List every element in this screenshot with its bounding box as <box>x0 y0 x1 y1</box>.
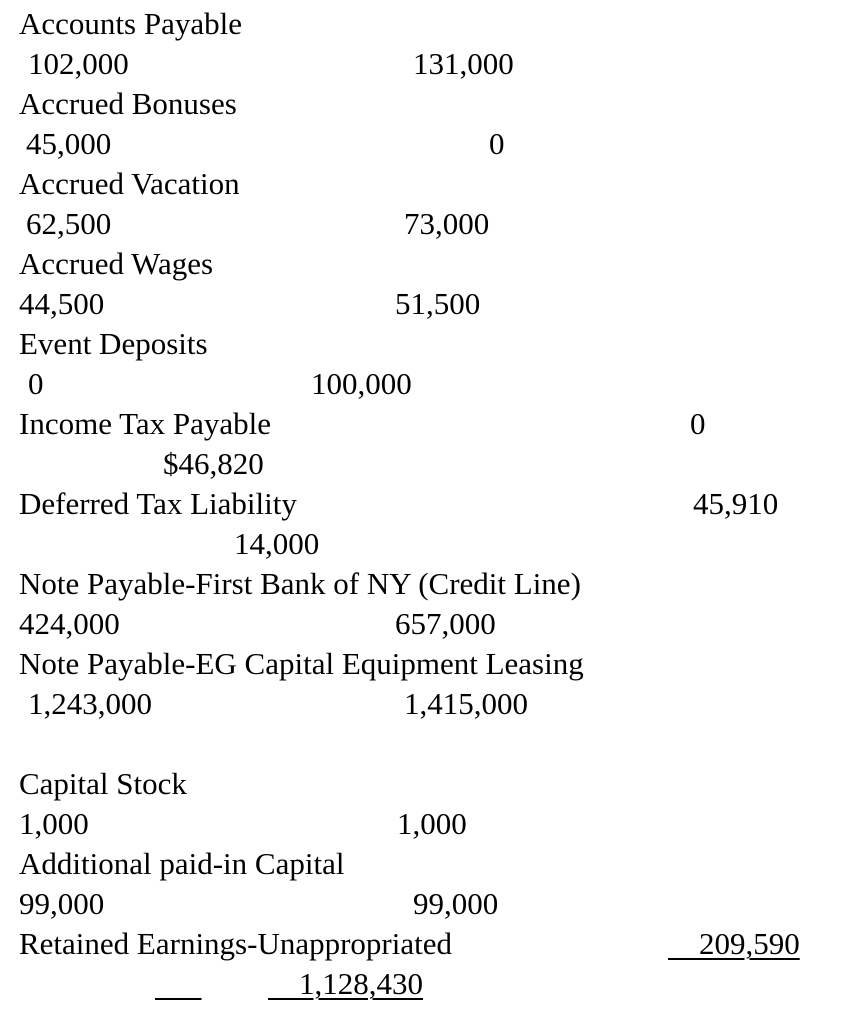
row-value-capital-stock-prior: 1,000 <box>19 806 89 841</box>
row-value-accounts-payable-prior: 102,000 <box>28 46 129 81</box>
row-value-accrued-vacation-prior: 62,500 <box>26 206 112 241</box>
row-value-accrued-bonuses-prior: 45,000 <box>26 126 112 161</box>
row-value-accounts-payable-current: 131,000 <box>413 46 514 81</box>
row-value-retained-earnings-right: 209,590 <box>668 926 800 961</box>
row-value-accrued-bonuses-current: 0 <box>489 126 505 161</box>
row-value-event-deposits-current: 100,000 <box>311 366 412 401</box>
row-value-note-payable-eg-capital-current: 1,415,000 <box>404 686 528 721</box>
row-value-capital-stock-current: 1,000 <box>397 806 467 841</box>
row-label-capital-stock: Capital Stock <box>19 766 187 801</box>
row-label-accounts-payable: Accounts Payable <box>19 6 242 41</box>
row-value-note-payable-first-bank-current: 657,000 <box>395 606 496 641</box>
row-label-accrued-vacation: Accrued Vacation <box>19 166 240 201</box>
row-value-additional-paid-in-capital-prior: 99,000 <box>19 886 105 921</box>
row-value-income-tax-payable-right: 0 <box>690 406 706 441</box>
row-value-event-deposits-prior: 0 <box>28 366 44 401</box>
row-label-retained-earnings: Retained Earnings-Unappropriated <box>19 926 452 961</box>
row-label-event-deposits: Event Deposits <box>19 326 208 361</box>
row-label-income-tax-payable: Income Tax Payable <box>19 406 272 441</box>
row-label-deferred-tax-liability: Deferred Tax Liability <box>19 486 297 521</box>
row-value-retained-earnings-current: 1,128,430 <box>268 966 423 1001</box>
row-value-income-tax-payable-current: $46,820 <box>163 446 264 481</box>
row-value-accrued-wages-current: 51,500 <box>395 286 481 321</box>
row-label-accrued-bonuses: Accrued Bonuses <box>19 86 237 121</box>
row-value-deferred-tax-liability-current: 14,000 <box>234 526 320 561</box>
row-value-deferred-tax-liability-right: 45,910 <box>693 486 779 521</box>
row-value-note-payable-eg-capital-prior: 1,243,000 <box>28 686 152 721</box>
row-value-additional-paid-in-capital-current: 99,000 <box>413 886 499 921</box>
row-value-note-payable-first-bank-prior: 424,000 <box>19 606 120 641</box>
row-value-accrued-wages-prior: 44,500 <box>19 286 105 321</box>
row-value-retained-earnings-prior <box>155 964 202 1004</box>
row-value-accrued-vacation-current: 73,000 <box>404 206 490 241</box>
row-label-additional-paid-in-capital: Additional paid-in Capital <box>19 846 345 881</box>
row-label-note-payable-eg-capital: Note Payable-EG Capital Equipment Leasing <box>19 646 584 681</box>
row-label-note-payable-first-bank: Note Payable-First Bank of NY (Credit Line) <box>19 566 581 601</box>
row-label-accrued-wages: Accrued Wages <box>19 246 214 281</box>
